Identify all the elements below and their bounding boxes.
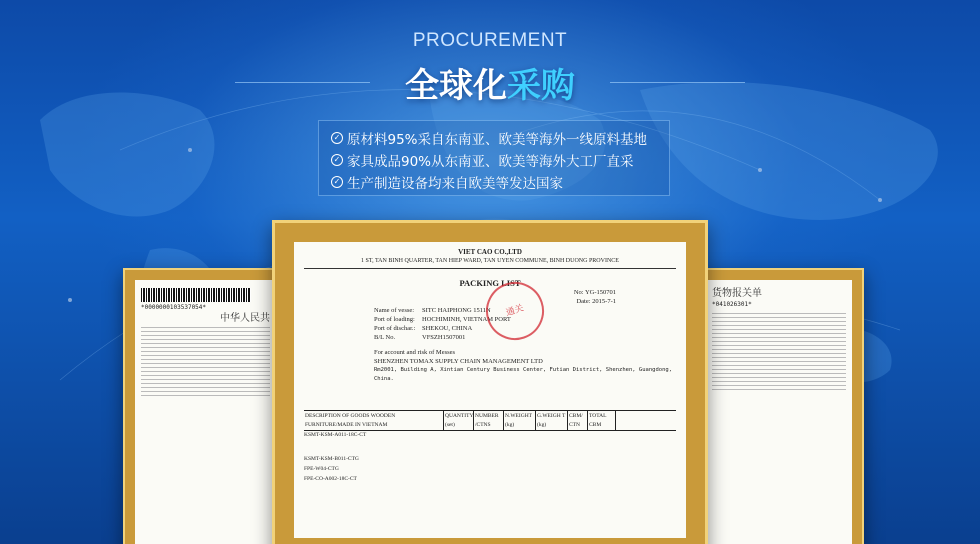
company-name: VIET CAO CO.,LTD <box>458 248 522 256</box>
account-line: For account and risk of Messes <box>374 349 456 356</box>
section-subtitle: PROCUREMENT <box>412 30 568 51</box>
table-row: KSMT-KSM-A011-18C-CT <box>304 432 367 438</box>
feature-text: 生产制造设备均来自欧美等发达国家 <box>347 176 563 192</box>
section-title <box>0 58 980 107</box>
customs-document-right <box>706 280 852 544</box>
title-highlight: 采购 <box>507 66 575 106</box>
vessel-field: Name of vesse: SITC HAIPHONG 1511N <box>374 307 491 314</box>
check-circle-icon: ✓ <box>331 176 343 188</box>
framed-document-center <box>272 220 708 544</box>
packing-table-header: DESCRIPTION OF GOODS WOODEN FURNITURE/MADE IN VIETNAM QUANTITY (set) NUMBER /CTNS N.WEIGHT (kg) G.WEIGH T (kg) CBM/ CTN TOTAL CBM <box>304 411 676 431</box>
feature-text: 家具成品90%从东南亚、欧美等海外大工厂直采 <box>347 154 634 170</box>
check-circle-icon: ✓ <box>331 132 343 144</box>
framed-document-right <box>694 268 864 544</box>
barcode-number: *041026301* <box>712 301 752 308</box>
barcode <box>141 288 251 302</box>
buyer-address: Rm2001, Building A, Xintian Century Business Center, Futian District, Shenzhen, Guangdong, China. <box>374 367 673 382</box>
company-address: 1 ST, TAN BINH QUARTER, TAN HIEP WARD, TAN UYEN COMMUNE, BINH DUONG PROVINCE <box>304 257 676 269</box>
document-title: 货物报关单 <box>712 288 762 299</box>
customs-document-left <box>135 280 276 544</box>
barcode-number: *0000000103537054* <box>141 304 207 311</box>
buyer-name: SHENZHEN TOMAX SUPPLY CHAIN MANAGEMENT LTD <box>374 358 543 365</box>
document-number: No: YG-150701 <box>573 289 616 296</box>
feature-item <box>331 171 669 193</box>
document-date: Date: 2015-7-1 <box>576 298 616 305</box>
table-row: KSMT-KSM-B011-CTG <box>304 456 359 462</box>
packing-table <box>304 410 676 485</box>
framed-document-left <box>123 268 288 544</box>
check-circle-icon: ✓ <box>331 154 343 166</box>
feature-item <box>331 127 669 149</box>
discharge-port-field: Port of dischar.: SHEKOU, CHINA <box>374 325 473 332</box>
feature-list <box>318 120 670 196</box>
table-row: FPE-CO-A002-18C-CT <box>304 476 357 482</box>
feature-item <box>331 149 669 171</box>
feature-text: 原材料95%采自东南亚、欧美等海外一线原料基地 <box>347 132 648 148</box>
loading-port-field: Port of loading: HOCHIMINH, VIETNAM PORT <box>374 316 511 323</box>
document-title: 中华人民共 <box>220 313 270 324</box>
packing-list-document <box>294 242 686 538</box>
bl-number-field: B/L No. VFSZH1507001 <box>374 334 466 341</box>
customs-stamp: 通关 <box>478 274 551 347</box>
table-row: FPE-W04-CTG <box>304 466 339 472</box>
title-main: 全球化 <box>405 66 507 106</box>
packing-list-title: PACKING LIST <box>459 278 521 288</box>
